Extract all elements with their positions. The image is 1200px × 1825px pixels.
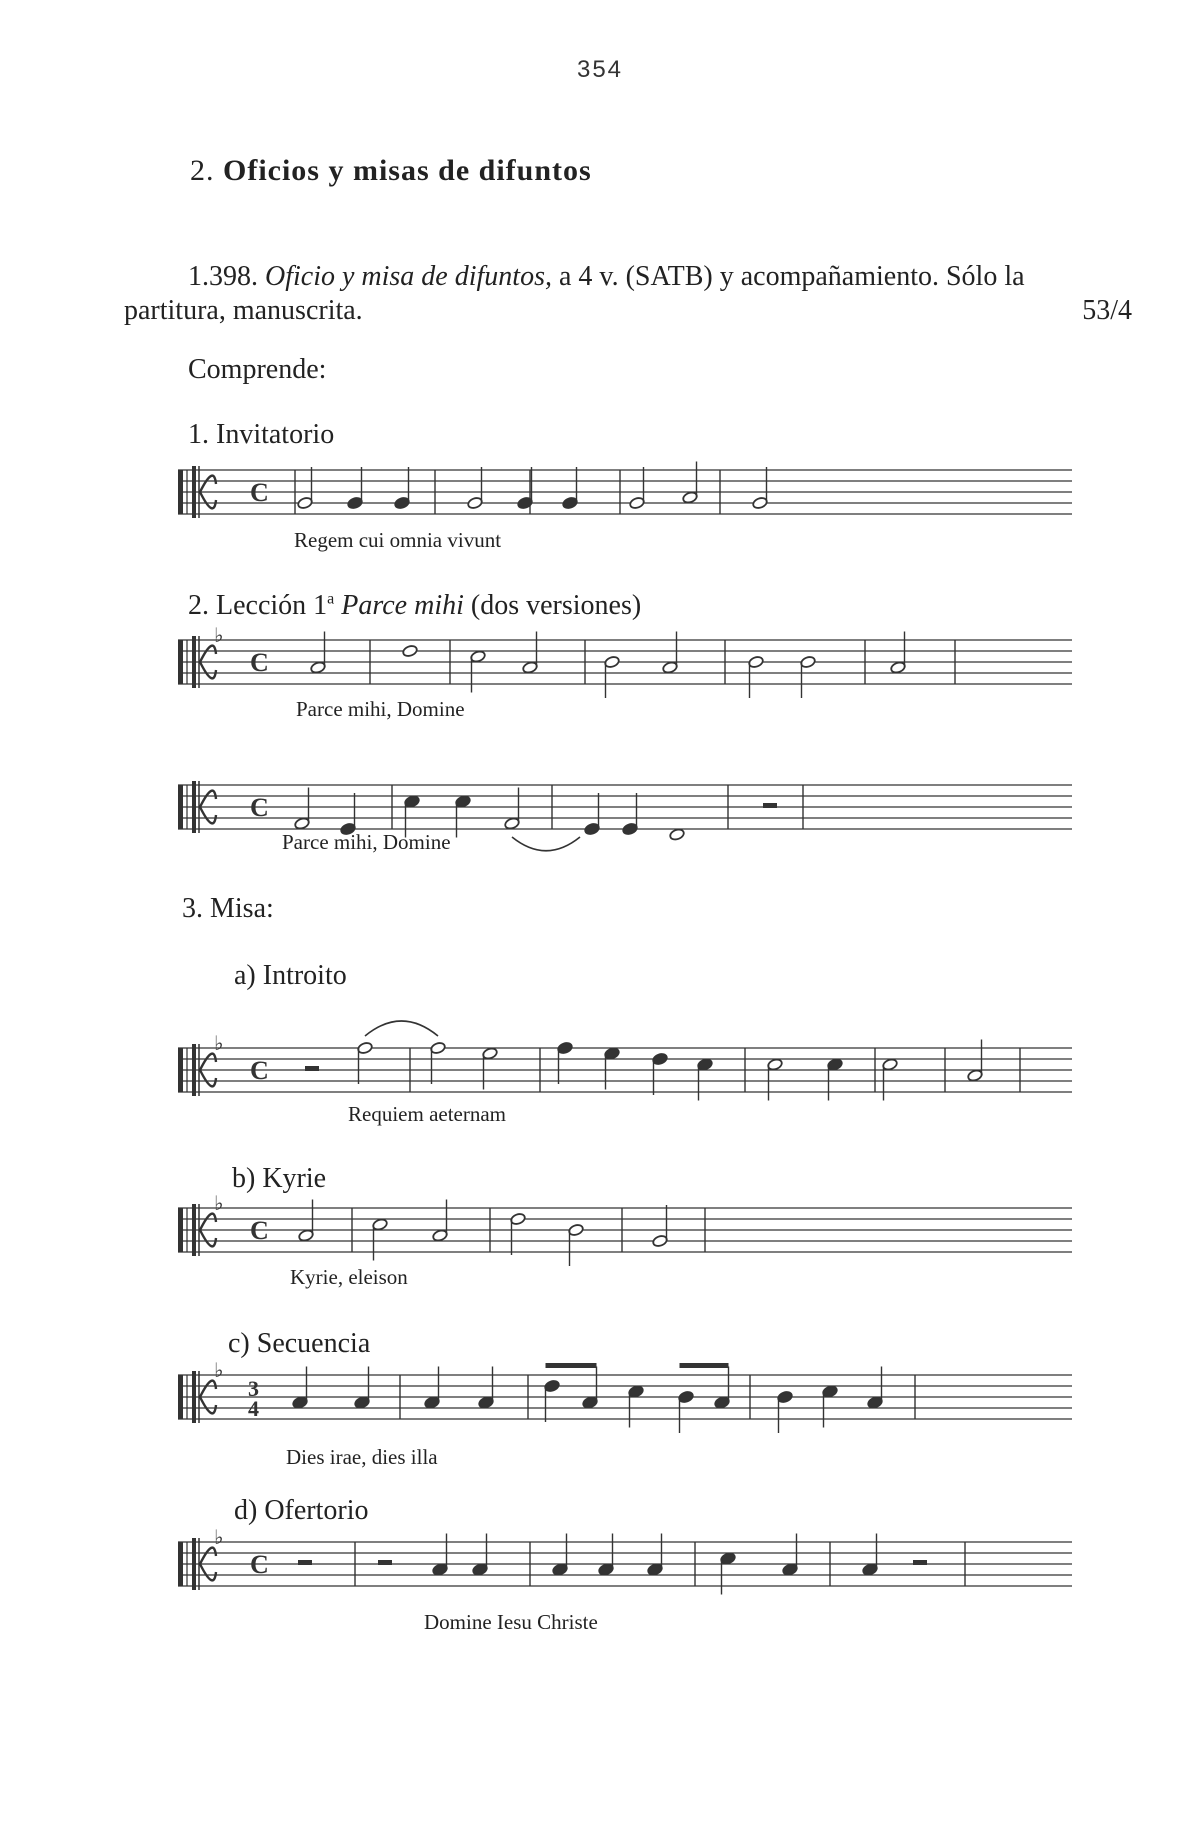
lyric-introito: Requiem aeternam [348,1102,507,1126]
staff-leccion-2 [0,765,1200,855]
notehead [298,1229,314,1242]
notehead [402,644,418,657]
leccion-ordinal: a [327,590,335,608]
notehead [357,1041,373,1054]
time-signature-common: C [250,1216,269,1245]
time-signature-top: 3 [248,1376,259,1401]
notehead [604,1047,620,1060]
page-number: 354 [576,56,624,83]
time-signature-common: C [250,478,269,507]
notehead [404,795,420,808]
section-title [190,154,592,188]
entry-desc-1: a 4 v. (SATB) y acompañamiento. Sólo la [558,261,1025,292]
notehead [568,1223,584,1236]
catalog-entry [124,260,1132,328]
entry-title: Oficio y misa de difuntos, [265,261,552,292]
notehead [767,1058,783,1071]
notehead [455,795,471,808]
notehead [292,1396,308,1409]
notehead [862,1563,878,1576]
notehead [522,661,538,674]
clef-bar [192,1044,196,1096]
rest [378,1560,392,1565]
notehead [652,1234,668,1247]
staff-kyrie [0,1188,1200,1278]
staff-leccion-1 [0,620,1200,710]
notehead [714,1396,730,1409]
clef-bar [192,1538,196,1590]
notehead [562,496,578,509]
system-bracket [178,470,183,514]
staff-ofertorio [0,1522,1200,1612]
heading-invitatorio: 1. Invitatorio [188,419,335,450]
system-bracket [178,1542,183,1586]
notehead [310,661,326,674]
notehead [669,828,685,841]
flat-sign: ♭ [214,1525,224,1549]
entry-id: 1.398. [188,261,258,292]
notehead [890,661,906,674]
notehead [752,496,768,509]
notehead [470,650,486,663]
staff-invitatorio [0,450,1200,540]
lyric-leccion-2: Parce mihi, Domine [282,830,451,854]
heading-kyrie: b) Kyrie [232,1163,327,1194]
clef-bar [192,1204,196,1256]
system-bracket [178,1048,183,1092]
notehead [372,1218,388,1231]
leccion-note: (dos versiones) [470,590,642,621]
notehead [800,655,816,668]
entry-ref: 53/4 [1082,295,1132,326]
notehead [622,822,638,835]
notehead [432,1563,448,1576]
notehead [510,1212,526,1225]
notehead [604,655,620,668]
section-number: 2. [190,154,215,187]
notehead [297,496,313,509]
flat-sign: ♭ [214,1031,224,1055]
notehead [472,1563,488,1576]
flat-sign: ♭ [214,1358,224,1382]
clef-bar [192,466,196,518]
notehead [777,1390,793,1403]
heading-introito: a) Introito [234,960,347,991]
notehead [544,1379,560,1392]
lyric-invitatorio: Regem cui omnia vivunt [294,528,502,552]
notehead [697,1058,713,1071]
heading-ofertorio: d) Ofertorio [234,1495,369,1526]
clef-bar [192,781,196,833]
notehead [867,1396,883,1409]
notehead [827,1058,843,1071]
notehead [482,1047,498,1060]
notehead [424,1396,440,1409]
heading-secuencia: c) Secuencia [228,1328,371,1359]
notehead [347,496,363,509]
beam [546,1363,597,1368]
leccion-title: Parce mihi [341,590,464,621]
notehead [882,1058,898,1071]
time-signature-bottom: 4 [248,1396,259,1421]
lyric-leccion-1: Parce mihi, Domine [296,697,465,721]
staff-introito [0,1028,1200,1118]
notehead [294,817,310,830]
comprende-label: Comprende: [188,354,327,385]
notehead [517,496,533,509]
section-name: Oficios y misas de difuntos [223,154,592,187]
system-bracket [178,1208,183,1252]
notehead [432,1229,448,1242]
time-signature-common: C [250,648,269,677]
heading-misa: 3. Misa: [182,893,274,924]
notehead [822,1385,838,1398]
notehead [504,817,520,830]
notehead [557,1041,573,1054]
notehead [430,1041,446,1054]
notehead [478,1396,494,1409]
notehead [720,1552,736,1565]
time-signature-common: C [250,793,269,822]
clef-bar [192,1371,196,1423]
leccion-number: 2. Lección 1 [188,590,328,621]
entry-line-1 [124,260,1132,294]
rest [763,803,777,808]
notehead [662,661,678,674]
system-bracket [178,1375,183,1419]
notehead [628,1385,644,1398]
time-signature-common: C [250,1056,269,1085]
notehead [394,496,410,509]
notehead [354,1396,370,1409]
staff-secuencia [0,1355,1200,1445]
entry-desc-2: partitura, manuscrita. [124,295,363,326]
slur [512,837,580,851]
beam [680,1363,729,1368]
notehead [682,491,698,504]
notehead [782,1563,798,1576]
entry-line-2 [124,294,1132,328]
notehead [582,1396,598,1409]
system-bracket [178,785,183,829]
rest [913,1560,927,1565]
notehead [552,1563,568,1576]
time-signature-common: C [250,1550,269,1579]
lyric-ofertorio: Domine Iesu Christe [424,1610,598,1634]
flat-sign: ♭ [214,623,224,647]
notehead [967,1069,983,1082]
notehead [748,655,764,668]
notehead [652,1052,668,1065]
system-bracket [178,640,183,684]
clef-bar [192,636,196,688]
flat-sign: ♭ [214,1191,224,1215]
notehead [678,1390,694,1403]
notehead [467,496,483,509]
lyric-secuencia: Dies irae, dies illa [286,1445,438,1469]
rest [298,1560,312,1565]
notehead [647,1563,663,1576]
slur [365,1021,438,1036]
notehead [629,496,645,509]
notehead [598,1563,614,1576]
notehead [584,822,600,835]
rest [305,1066,319,1071]
heading-leccion [188,590,641,622]
lyric-kyrie: Kyrie, eleison [290,1265,408,1289]
